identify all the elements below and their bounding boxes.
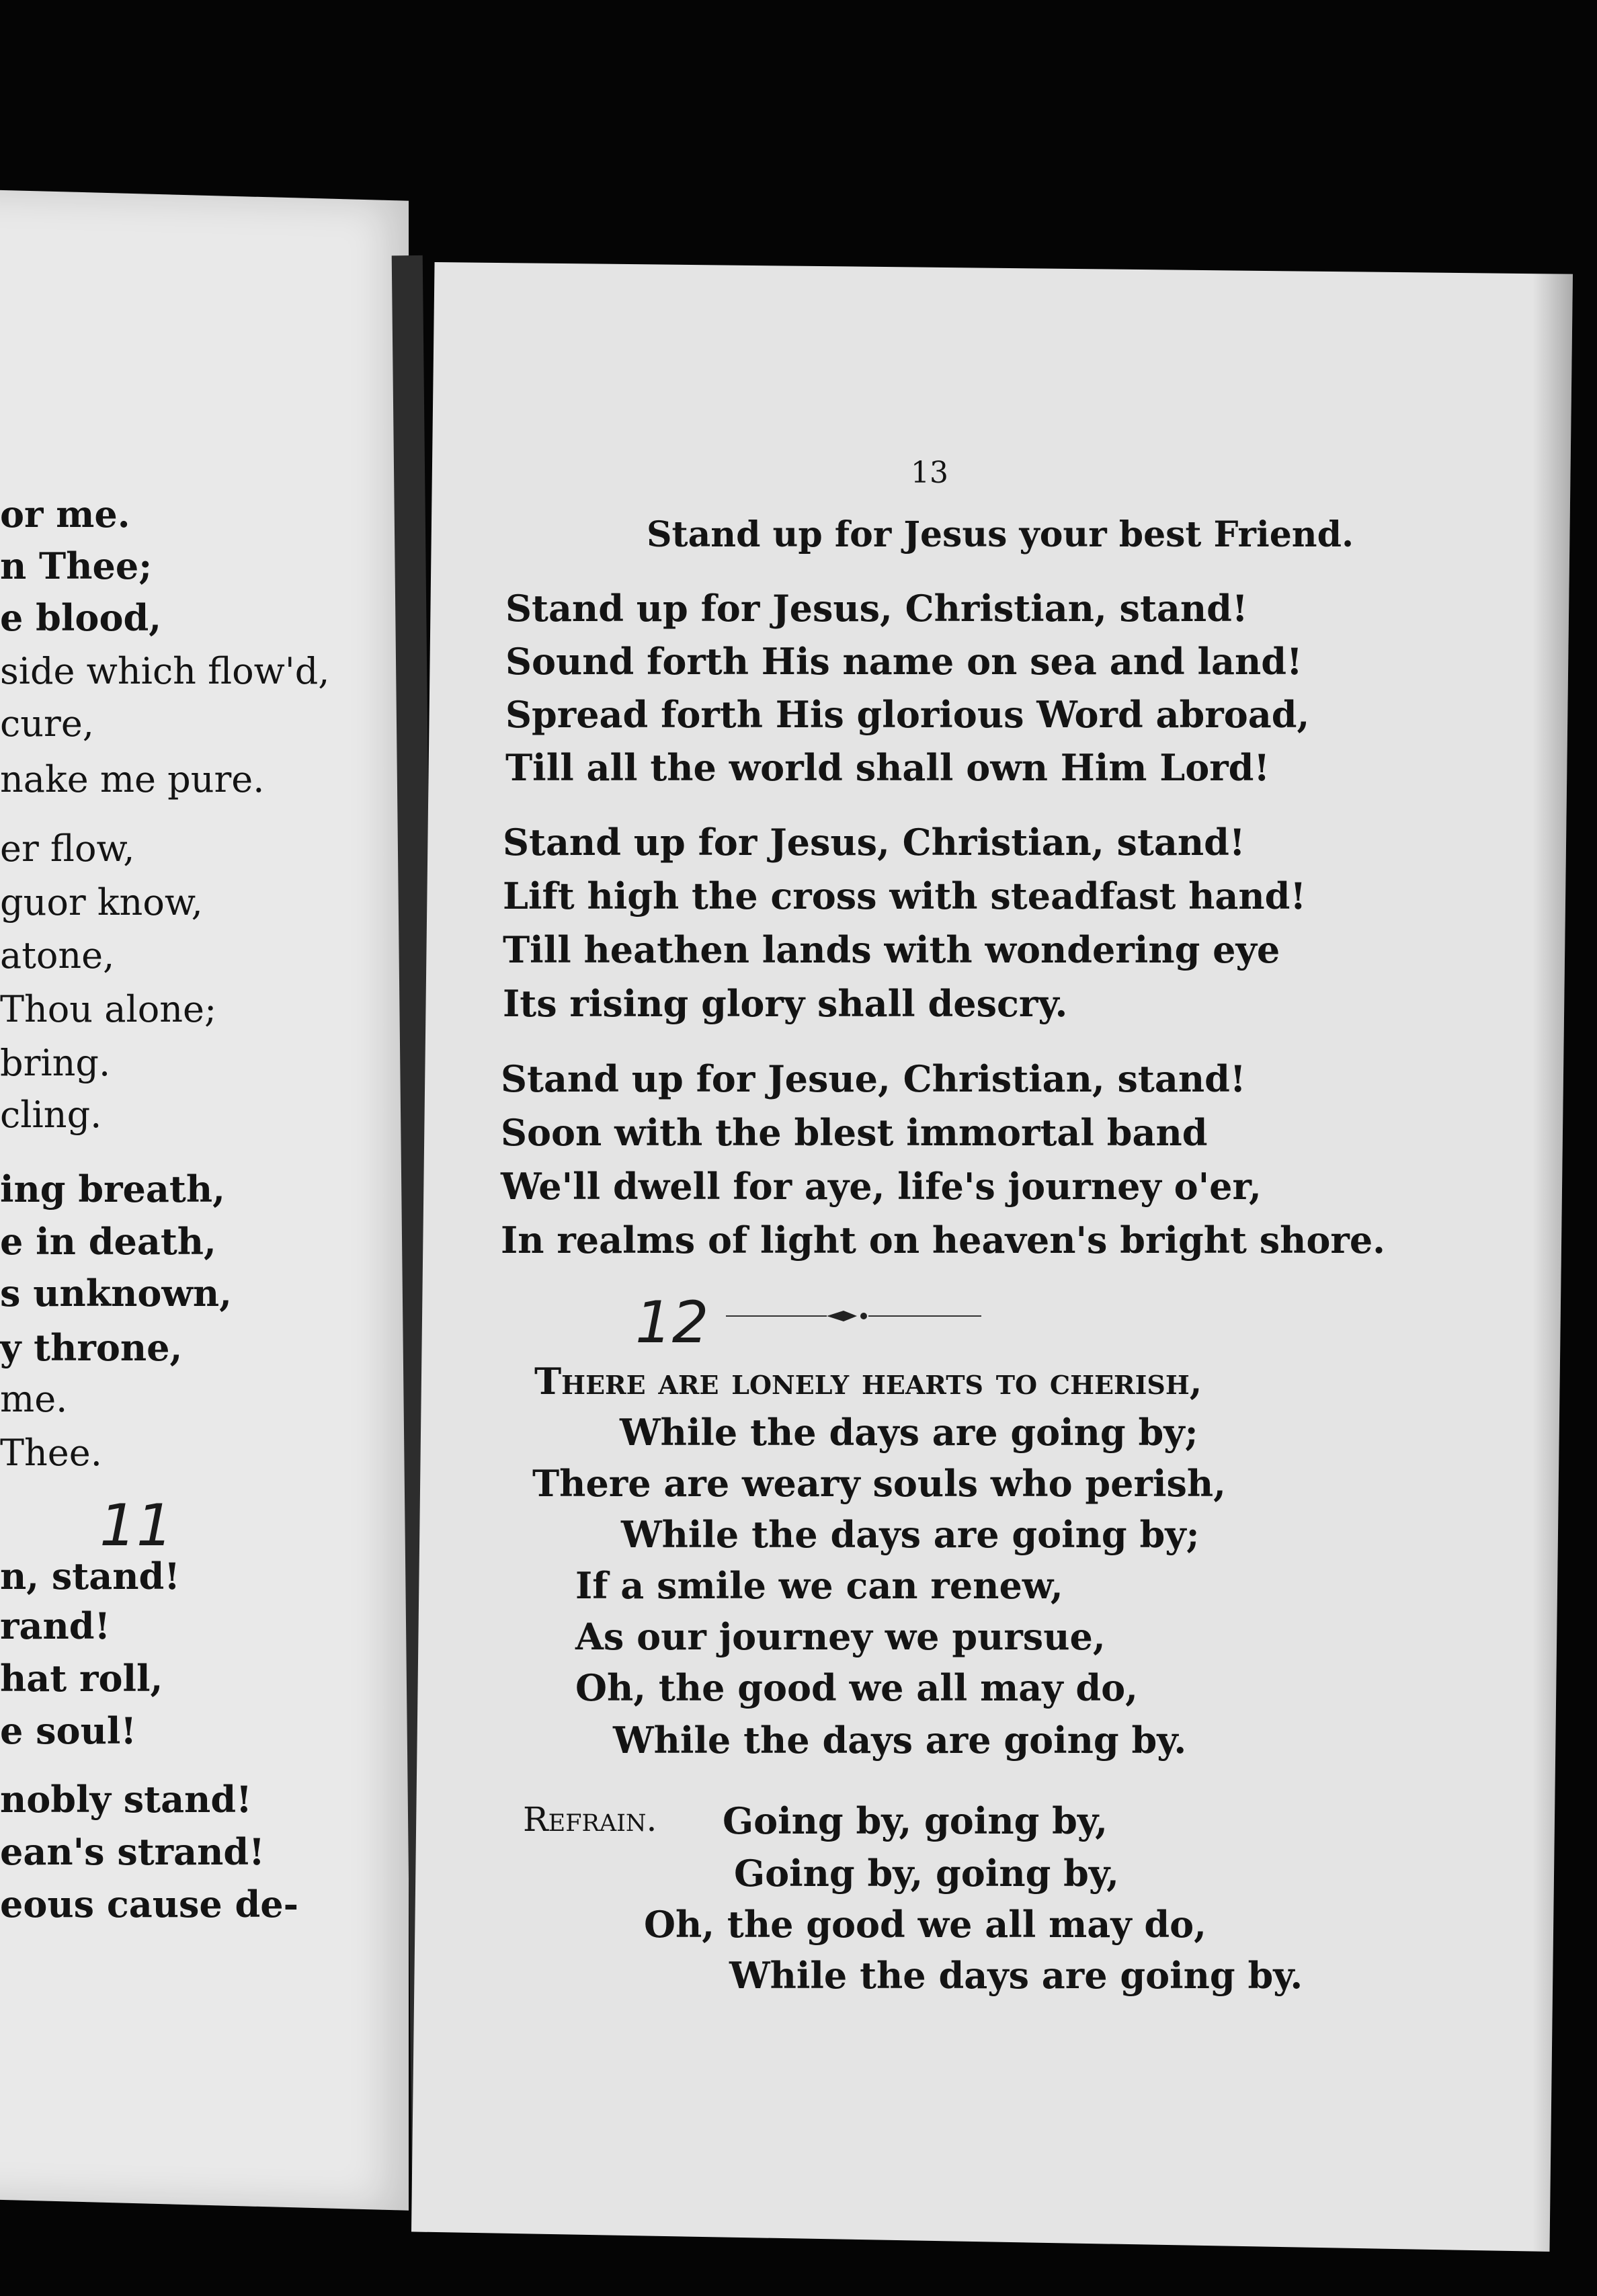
left-line: or me. — [0, 493, 130, 536]
left-line: ing breath, — [0, 1167, 225, 1211]
stanza-line: In realms of light on heaven's bright shore. — [501, 1219, 1385, 1262]
refrain-line: Going by, going by, — [723, 1799, 1108, 1842]
verse-line-text: There are lonely hearts to cherish, — [534, 1360, 1202, 1403]
stanza-line: Stand up for Jesus, Christian, stand! — [505, 587, 1248, 630]
refrain-line: Going by, going by, — [734, 1852, 1119, 1895]
stanza-line: Sound forth His name on sea and land! — [505, 640, 1303, 683]
verse-line: There are weary souls who perish, — [532, 1462, 1226, 1505]
verse-line — [534, 1360, 1202, 1403]
left-line: s unknown, — [0, 1272, 232, 1315]
verse-line: While the days are going by; — [620, 1411, 1198, 1454]
refrain-line: Oh, the good we all may do, — [644, 1903, 1206, 1946]
left-line: atone, — [0, 934, 115, 977]
left-line: y throne, — [0, 1326, 183, 1369]
left-line: rand! — [0, 1604, 111, 1647]
left-line: guor know, — [0, 881, 203, 924]
left-line: n, stand! — [0, 1555, 180, 1598]
left-line: Thee. — [0, 1432, 102, 1474]
left-line: cling. — [0, 1094, 102, 1136]
verse-line: While the days are going by. — [613, 1719, 1187, 1762]
left-line: e soul! — [0, 1709, 137, 1752]
handwritten-hymn-number: 11 — [99, 1492, 173, 1559]
verse-line: While the days are going by; — [621, 1513, 1200, 1556]
verse-line: As our journey we pursue, — [575, 1615, 1106, 1658]
refrain-label: Refrain. — [523, 1800, 657, 1839]
stanza-line: Its rising glory shall descry. — [503, 982, 1068, 1025]
handwritten-hymn-number: 12 — [635, 1289, 709, 1356]
left-line: er flow, — [0, 827, 135, 870]
hymn-title: Stand up for Jesus your best Friend. — [647, 514, 1354, 555]
left-line: nobly stand! — [0, 1778, 252, 1821]
refrain-line: While the days are going by. — [729, 1954, 1303, 1997]
left-line: nake me pure. — [0, 758, 265, 801]
left-line: e blood, — [0, 596, 162, 639]
left-line: eous cause de- — [0, 1883, 299, 1926]
stanza-line: Till all the world shall own Him Lord! — [505, 746, 1270, 789]
page-number: 13 — [911, 456, 948, 490]
stanza-line: Soon with the blest immortal band — [501, 1111, 1208, 1154]
verse-line: Oh, the good we all may do, — [575, 1666, 1138, 1709]
left-line: ean's strand! — [0, 1830, 265, 1873]
stanza-line: Stand up for Jesue, Christian, stand! — [501, 1057, 1246, 1100]
verse-line: If a smile we can renew, — [575, 1564, 1063, 1607]
left-line: Thou alone; — [0, 988, 217, 1030]
left-line: hat roll, — [0, 1657, 163, 1700]
stanza-line: Till heathen lands with wondering eye — [503, 928, 1280, 971]
ornament-divider-icon — [726, 1303, 981, 1329]
left-line: side which flow'd, — [0, 650, 330, 692]
left-line: cure, — [0, 702, 94, 745]
left-line: e in death, — [0, 1220, 216, 1263]
left-line: n Thee; — [0, 544, 153, 587]
left-line: bring. — [0, 1042, 111, 1084]
stanza-line: Stand up for Jesus, Christian, stand! — [503, 821, 1245, 864]
left-line: me. — [0, 1378, 68, 1420]
stanza-line: We'll dwell for aye, life's journey o'er, — [501, 1165, 1262, 1208]
stanza-line: Lift high the cross with steadfast hand! — [503, 874, 1307, 917]
stanza-line: Spread forth His glorious Word abroad, — [505, 693, 1310, 736]
